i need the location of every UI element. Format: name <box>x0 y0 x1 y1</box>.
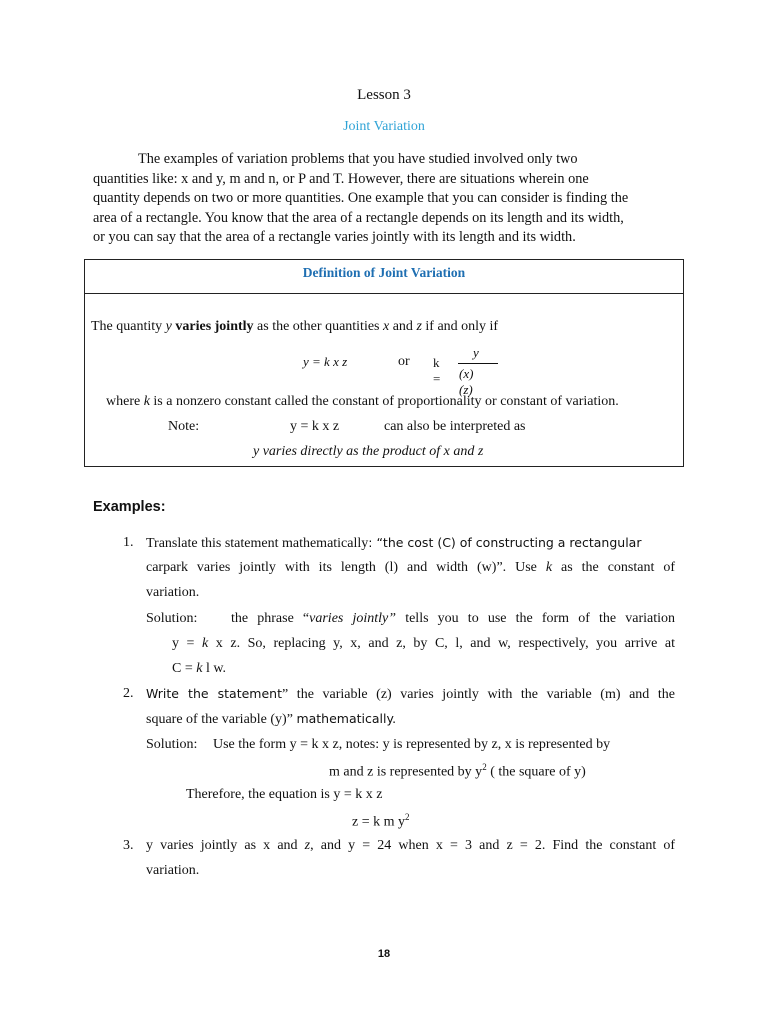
formula-or: or <box>398 354 410 369</box>
example-2-number: 2. <box>123 686 134 701</box>
note-text: can also be interpreted as <box>384 419 526 434</box>
note-label: Note: <box>168 419 200 434</box>
fraction-bar <box>458 363 498 364</box>
intro-line-1: The examples of variation problems that you have studied involved only two <box>138 151 578 167</box>
page-number: 18 <box>377 948 391 960</box>
example-2-solution-line-2: m and z is represented by $y^2$ ( the square of y) <box>329 762 586 780</box>
intro-line-3: quantity depends on two or more quantities. One example that you can consider is finding the <box>93 190 629 207</box>
lesson-title: Lesson 3 <box>357 87 411 103</box>
example-1-solution-line-2: y = k x z. So, replacing y, x, and z, by C, l, and w, respectively, you arrive at <box>172 636 675 651</box>
intro-line-2: quantities like: x and y, m and n, or P and T. However, there are situations wherein one <box>93 170 589 187</box>
fraction-numerator: y <box>473 345 479 360</box>
intro-line-4: area of a rectangle. You know that the area of a rectangle depends on its length and its width, <box>93 209 624 226</box>
examples-heading: Examples: <box>93 499 166 515</box>
example-1-solution-line-3: C = k l w. <box>172 661 227 676</box>
example-2-solution-label: Solution: <box>146 737 198 752</box>
example-1-line-1: Translate this statement mathematically: “the cost (C) of constructing a rectangular <box>146 535 642 551</box>
fraction-lhs: k = <box>433 355 441 386</box>
example-1-solution-label: Solution: <box>146 611 198 626</box>
example-1-line-3: variation. <box>146 585 200 600</box>
formula-joint: y = k x z <box>303 354 348 369</box>
example-3-number: 3. <box>123 838 134 853</box>
example-3-line-1: y varies jointly as x and z, and y = 24 when x = 3 and z = 2. Find the constant of <box>146 838 675 853</box>
example-2-solution-line-1: Use the form y = k x z, notes: y is represented by z, x is represented by <box>213 737 611 752</box>
fraction-denominator: (x)(z) <box>459 366 474 397</box>
definition-divider <box>84 293 684 294</box>
example-2-line-1: Write the statement” the variable (z) varies jointly with the variable (m) and the <box>146 686 675 702</box>
intro-paragraph <box>93 150 683 248</box>
note-formula: y = k x z <box>290 419 340 434</box>
definition-title: Definition of Joint Variation <box>302 265 466 280</box>
example-2-line-2: square of the variable (y)” mathematically. <box>146 711 397 727</box>
intro-line-5: or you can say that the area of a rectangle varies jointly with its length and its width. <box>93 229 576 246</box>
example-2-therefore: Therefore, the equation is y = k x z <box>186 787 383 802</box>
example-3-line-2: variation. <box>146 863 200 878</box>
note-interpretation: y varies directly as the product of x and z <box>253 444 484 459</box>
definition-statement: The quantity y varies jointly as the other quantities x and z if and only if <box>91 319 499 334</box>
definition-where: where k is a nonzero constant called the constant of proportionality or constant of variation. <box>106 394 619 409</box>
example-1-number: 1. <box>123 535 134 550</box>
definition-box <box>84 259 684 467</box>
example-1-line-2: carpark varies jointly with its length (l) and width (w)”. Use k as the constant of <box>146 560 675 575</box>
example-2-equation: z = k m $y^2$ <box>352 812 410 830</box>
page-subtitle: Joint Variation <box>343 119 425 134</box>
example-1-solution-line-1: the phrase “varies jointly” tells you to use the form of the variation <box>231 611 676 626</box>
